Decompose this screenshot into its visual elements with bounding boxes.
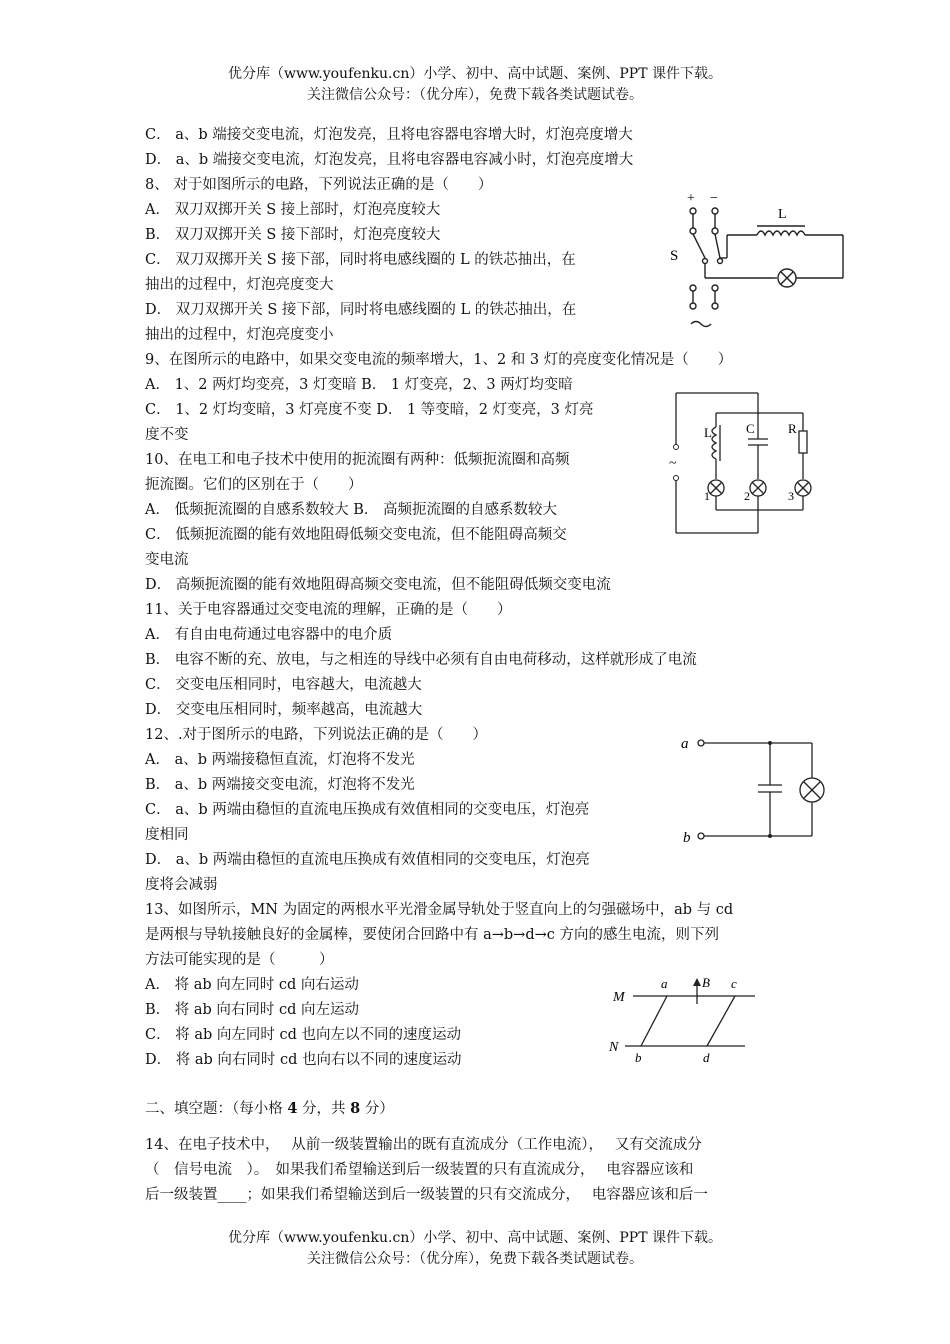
- q9-option-cd-cont: 度不变: [145, 427, 189, 443]
- lamp-1-label: 1: [704, 489, 710, 503]
- q8-option-d-cont: 抽出的过程中，灯泡亮度变小: [145, 327, 334, 343]
- q10-option-c-cont: 变电流: [145, 552, 189, 568]
- field-b-label: B: [702, 975, 710, 990]
- question-14-cont2: 后一级装置____；如果我们希望输送到后一级装置的只有交流成分， 电容器应该和后一: [145, 1187, 708, 1203]
- q13-rails-figure: [605, 970, 765, 1065]
- q9-circuit-figure: [668, 385, 823, 540]
- q11-option-d: D． 交变电压相同时，频率越高，电流越大: [145, 702, 423, 718]
- section-2-title: 二、填空题：（每小格 4 分，共 8 分）: [145, 1100, 394, 1117]
- switch-s-label: S: [670, 248, 679, 264]
- q13-option-a: A． 将 ab 向左同时 cd 向右运动: [145, 977, 359, 993]
- lamp-3-label: 3: [788, 489, 794, 503]
- q12-option-d-cont: 度将会减弱: [145, 877, 218, 893]
- inductor-l-label: L: [778, 207, 787, 222]
- q11-option-c: C． 交变电压相同时，电容越大，电流越大: [145, 677, 422, 693]
- question-13-cont: 是两根与导轨接触良好的金属棒，要使闭合回路中有 a→b→d→c 方向的感生电流，则下列: [145, 927, 719, 943]
- question-8: 8、 对于如图所示的电路，下列说法正确的是（ ）: [145, 177, 493, 193]
- question-9: 9、在图所示的电路中，如果交变电流的频率增大，1、2 和 3 灯的亮度变化情况是（ ）: [145, 352, 733, 368]
- question-14-cont: （ 信号电流 ）。 如果我们希望输送到后一级装置的只有直流成分， 电容器应该和: [145, 1162, 694, 1178]
- q12-option-a: A． a、b 两端接稳恒直流，灯泡将不发光: [145, 752, 415, 768]
- q12-option-b: B． a、b 两端接交变电流，灯泡将不发光: [145, 777, 415, 793]
- q13-option-d: D． 将 ab 向右同时 cd 也向右以不同的速度运动: [145, 1052, 462, 1068]
- q8-circuit-figure: [665, 188, 855, 333]
- question-10-cont: 扼流圈。它们的区别在于（ ）: [145, 477, 363, 493]
- q8-option-a: A． 双刀双掷开关 S 接上部时，灯泡亮度较大: [145, 202, 441, 218]
- question-11: 11、关于电容器通过交变电流的理解，正确的是（ ）: [145, 602, 512, 618]
- q8-option-b: B． 双刀双掷开关 S 接下部时，灯泡亮度较大: [145, 227, 441, 243]
- question-12: 12、.对于图所示的电路，下列说法正确的是（ ）: [145, 727, 488, 743]
- capacitor-c-label: C: [746, 421, 755, 436]
- rail-n-label: N: [609, 1040, 619, 1055]
- rod-b-label: b: [635, 1050, 642, 1065]
- minus-label: −: [710, 191, 718, 206]
- rail-m-label: M: [613, 990, 625, 1005]
- question-13-cont2: 方法可能实现的是（ ）: [145, 952, 334, 968]
- ac-source-label: ~: [669, 456, 677, 471]
- q10-option-d: D． 高频扼流圈的能有效地阻碍高频交变电流，但不能阻碍低频交变电流: [145, 577, 611, 593]
- rod-a-label: a: [661, 976, 668, 991]
- page-footer-line-2: 关注微信公众号：（优分库），免费下载各类试题试卷。: [307, 1251, 643, 1267]
- q13-option-b: B． 将 ab 向右同时 cd 向左运动: [145, 1002, 360, 1018]
- q9-option-ab: A． 1、2 两灯均变亮，3 灯变暗 B． 1 灯变亮，2、3 两灯均变暗: [145, 377, 573, 393]
- q8-option-c-cont: 抽出的过程中，灯泡亮度变大: [145, 277, 334, 293]
- page-footer-line-1: 优分库（www.youfenku.cn）小学、初中、高中试题、案例、PPT 课件下载。: [227, 1230, 722, 1246]
- q10-option-c: C． 低频扼流圈的能有效地阻碍低频交变电流，但不能阻碍高频交: [145, 527, 567, 543]
- rod-c-label: c: [731, 976, 737, 991]
- lamp-2-label: 2: [744, 489, 750, 503]
- q9-option-cd: C． 1、2 灯均变暗，3 灯亮度不变 D． 1 等变暗，2 灯变亮，3 灯亮: [145, 402, 594, 418]
- q12-option-c-cont: 度相同: [145, 827, 189, 843]
- question-13: 13、如图所示，MN 为固定的两根水平光滑金属导轨处于竖直向上的匀强磁场中，ab 与 cd: [145, 902, 734, 918]
- question-10: 10、在电工和电子技术中使用的扼流圈有两种：低频扼流圈和高频: [145, 452, 570, 468]
- q11-option-b: B． 电容不断的充、放电，与之相连的导线中必须有自由电荷移动，这样就形成了电流: [145, 652, 697, 668]
- q12-option-c: C． a、b 两端由稳恒的直流电压换成有效值相同的交变电压，灯泡亮: [145, 802, 590, 818]
- plus-label: +: [687, 191, 695, 206]
- question-14: 14、在电子技术中， 从前一级装置输出的既有直流成分（工作电流）， 又有交流成分: [145, 1137, 702, 1153]
- inductor-l-label: L: [704, 425, 712, 440]
- q12-option-d: D． a、b 两端由稳恒的直流电压换成有效值相同的交变电压，灯泡亮: [145, 852, 590, 868]
- text-line: C． a、b 端接交变电流，灯泡发亮，且将电容器电容增大时，灯泡亮度增大: [145, 127, 633, 143]
- resistor-r-label: R: [788, 421, 797, 436]
- q13-option-c: C． 将 ab 向左同时 cd 也向左以不同的速度运动: [145, 1027, 461, 1043]
- q8-option-d: D． 双刀双掷开关 S 接下部，同时将电感线圈的 L 的铁芯抽出，在: [145, 302, 577, 318]
- q10-option-ab: A． 低频扼流圈的自感系数较大 B． 高频扼流圈的自感系数较大: [145, 502, 557, 518]
- q11-option-a: A． 有自由电荷通过电容器中的电介质: [145, 627, 393, 643]
- q12-circuit-figure: [680, 730, 835, 850]
- page-header-line-1: 优分库（www.youfenku.cn）小学、初中、高中试题、案例、PPT 课件下载。: [227, 66, 722, 82]
- rod-d-label: d: [703, 1050, 710, 1065]
- terminal-b-label: b: [683, 830, 691, 846]
- text-line: D． a、b 端接交变电流，灯泡发亮，且将电容器电容减小时，灯泡亮度增大: [145, 152, 634, 168]
- q8-option-c: C． 双刀双掷开关 S 接下部，同时将电感线圈的 L 的铁芯抽出，在: [145, 252, 576, 268]
- terminal-a-label: a: [681, 736, 689, 752]
- page-header-line-2: 关注微信公众号：（优分库），免费下载各类试题试卷。: [307, 87, 643, 103]
